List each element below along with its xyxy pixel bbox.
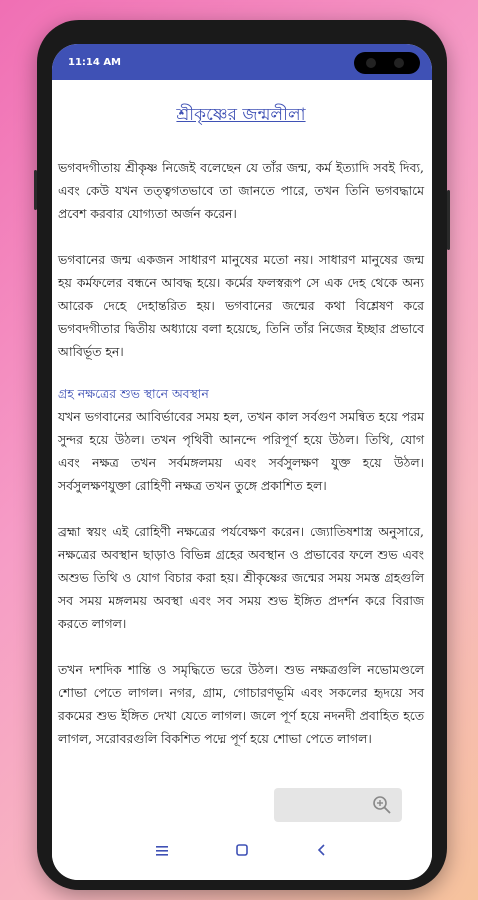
phone-frame: [37, 20, 447, 890]
status-time: 11:14 AM: [68, 56, 122, 68]
home-square-icon[interactable]: [232, 844, 252, 860]
camera-lens-icon: [394, 58, 404, 68]
article-paragraph: ব্রহ্মা স্বয়ং এই রোহিণী নক্ষত্রের পর্যবেক্ষণ করেন। জ্যোতিষশাস্ত্র অনুসারে, নক্ষত্রের অবস্থান ছাড়াও বিভিন্ন গ্রহের অবস্থান ও প্রভাবের ফলে শুভ এবং অশুভ তিথি ও যোগ বিচার করা হয়। শ্রীকৃষ্ণের জন্মের সময় সমস্ত গ্রহগুলি সব সময় মঙ্গলময় অবস্থা এবং সব সময় শুভ ইঙ্গিত প্রদর্শন করে বিরাজ করতে লাগল।: [58, 524, 424, 631]
back-chevron-icon[interactable]: [312, 844, 332, 860]
article-paragraph: ভগবদগীতায় শ্রীকৃষ্ণ নিজেই বলেছেন যে তাঁর জন্ম, কর্ম ইত্যাদি সবই দিব্য, এবং কেউ যখন তত্ত্বগতভাবে তা জানতে পারে, তখন তিনি ভগবদ্ধামে প্রবেশ করবার যোগ্যতা অর্জন করেন।: [58, 160, 424, 221]
article-paragraph: তখন দশদিক শান্তি ও সমৃদ্ধিতে ভরে উঠল। শুভ নক্ষত্রগুলি নভোমণ্ডলে শোভা পেতে লাগল। নগর, গ্রাম, গোচারণভূমি এবং সকলের হৃদয়ে সব রকমের শুভ ইঙ্গিত দেখা যেতে লাগল। জলে পূর্ণ হয়ে নদনদী প্রবাহিত হতে লাগল, সরোবরগুলি বিকশিত পদ্মে পূর্ণ হয়ে শোভা পেতে লাগল।: [58, 662, 424, 746]
zoom-in-icon[interactable]: [372, 795, 392, 815]
navigation-bar: [52, 824, 432, 880]
article-title: শ্রীকৃষ্ণের জন্মলীলা: [176, 105, 306, 125]
article-paragraph: ভগবানের জন্ম একজন সাধারণ মানুষের মতো নয়। সাধারণ মানুষের জন্ম হয় কর্মফলের বন্ধনে আবদ্ধ হয়ে। কর্মের ফলস্বরূপ সে এক দেহ থেকে অন্য আরেক দেহে দেহান্তরিত হয়। ভগবানের জন্মের কথা বিশ্লেষণ করে ভগবদগীতার দ্বিতীয় অধ্যায়ে বলা হয়েছে, তিনি তাঁর নিজের ইচ্ছার প্রভাবে আবির্ভূত হন।: [58, 252, 424, 359]
volume-button: [34, 170, 37, 210]
screen: [52, 44, 432, 880]
section-heading: গ্রহ নক্ষত্রের শুভ স্থানে অবস্থান: [58, 386, 209, 401]
power-button: [447, 190, 450, 250]
menu-icon[interactable]: [152, 844, 172, 860]
zoom-control[interactable]: [274, 788, 402, 822]
camera-cutout: [354, 52, 420, 74]
article-content[interactable]: [52, 80, 432, 824]
article-paragraph: যখন ভগবানের আবির্ভাবের সময় হল, তখন কাল সর্বগুণ সমন্বিত হয়ে পরম সুন্দর হয়ে উঠল। তখন পৃথিবী আনন্দে পরিপূর্ণ হয়ে উঠল। তিথি, যোগ এবং নক্ষত্র তখন সর্বমঙ্গলময় এবং সর্বসুলক্ষণ যুক্ত হয়ে উঠল। সর্বসুলক্ষণযুক্তা রোহিণী নক্ষত্র তখন তুঙ্গে প্রকাশিত হল।: [58, 409, 424, 493]
status-bar: [52, 44, 432, 80]
camera-lens-icon: [366, 58, 376, 68]
